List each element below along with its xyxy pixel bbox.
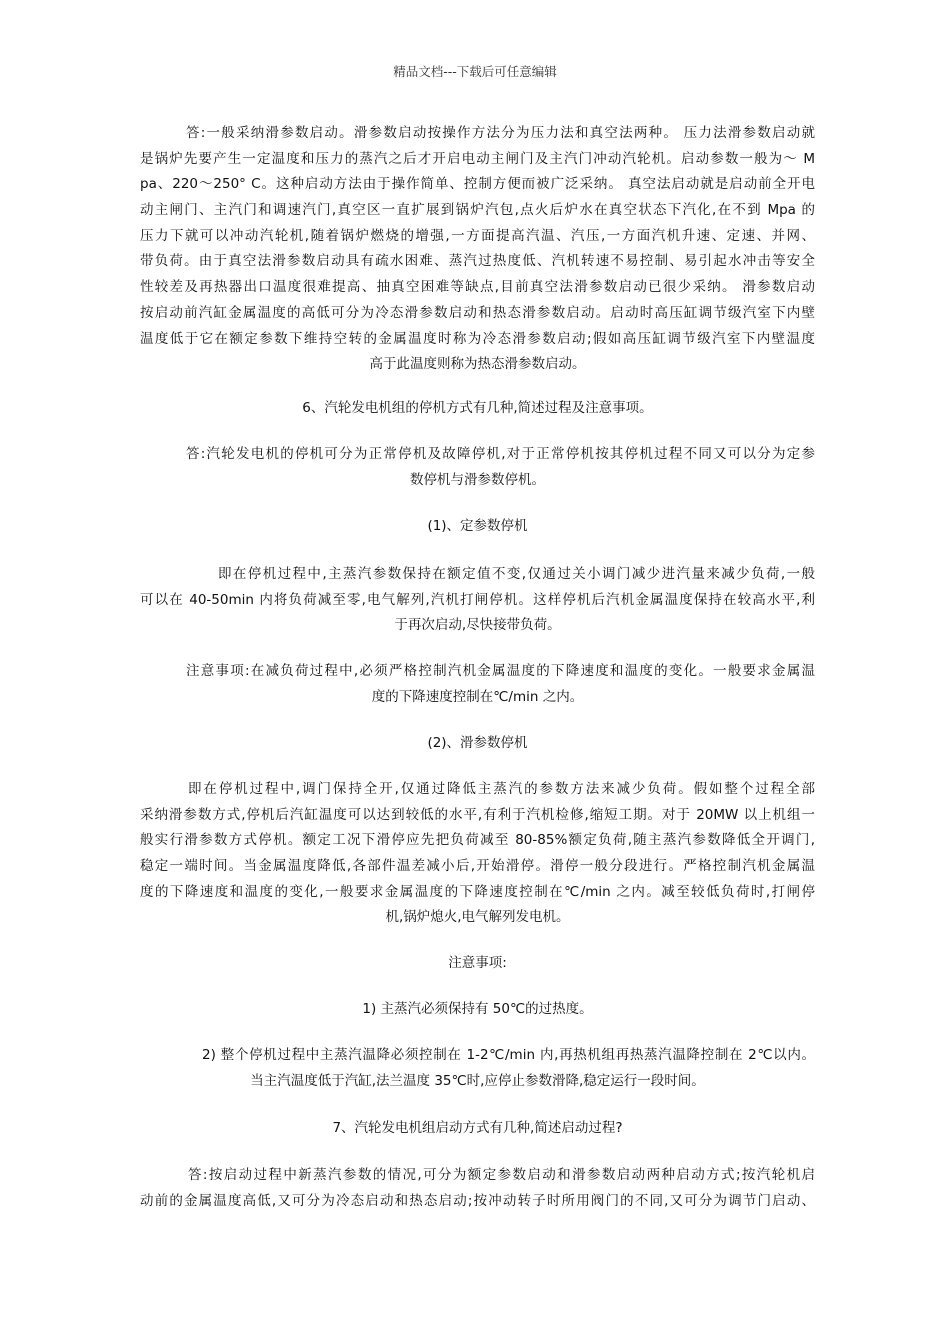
- text-line: 答:按启动过程中新蒸汽参数的情况,可分为额定参数启动和滑参数启动两种启动方式;按汽轮机启: [188, 1167, 815, 1183]
- text-line: 即在停机过程中,主蒸汽参数保持在额定值不变,仅通过关小调门减少进汽量来减少负荷,一般: [218, 566, 815, 582]
- subheading-sliding-parameter: [140, 731, 815, 757]
- text-line: 注意事项:: [448, 955, 507, 971]
- text-line: pa、220～250° C。这种启动方法由于操作简单、控制方便而被广泛采纳。 真空法启动就是启动前全开电: [140, 176, 815, 193]
- paragraph-shutdown-answer: [140, 442, 815, 493]
- text-line: 度的下降速度控制在℃/min 之内。: [371, 688, 584, 705]
- text-line: 答:一般采纳滑参数启动。滑参数启动按操作方法分为压力法和真空法两种。 压力法滑参数启动就: [186, 125, 815, 141]
- text-line: (2)、滑参数停机: [427, 735, 528, 751]
- text-line: 采纳滑参数方式,停机后汽缸温度可以达到较低的水平,有利于汽机检修,缩短工期。对于 20MW 以上机组一: [140, 806, 815, 823]
- text-line: 注意事项:在减负荷过程中,必须严格控制汽机金属温度的下降速度和温度的变化。一般要求金属温: [186, 663, 815, 679]
- text-line: 温度低于它在额定参数下维持空转的金属温度时称为冷态滑参数启动;假如高压缸调节级汽室下内壁温度: [140, 330, 815, 347]
- text-line: 度的下降速度和温度的变化,一般要求金属温度的下降速度控制在℃/min 之内。减至较低负荷时,打闸停: [140, 883, 815, 900]
- text-line: 动前的金属温度高低,又可分为冷态启动和热态启动;按冲动转子时所用阀门的不同,又可分为调节门启动、: [140, 1192, 815, 1209]
- subheading-fixed-parameter: [140, 514, 815, 540]
- text-line: 于再次启动,尽快接带负荷。: [394, 617, 561, 634]
- text-line: (1)、定参数停机: [427, 518, 528, 534]
- text-line: 按启动前汽缸金属温度的高低可分为冷态滑参数启动和热态滑参数启动。启动时高压缸调节级汽室下内壁: [140, 304, 815, 321]
- paragraph-fixed-notes: [140, 659, 815, 710]
- text-line: 高于此温度则称为热态滑参数启动。: [369, 356, 586, 373]
- note-item-1: [140, 997, 815, 1023]
- text-line: 动主闸门、主汽门和调速汽门,真空区一直扩展到锅炉汽包,点火后炉水在真空状态下汽化,在不到 Mpa 的: [140, 202, 815, 219]
- paragraph-sliding-parameter: [140, 777, 815, 931]
- paragraph-startup-methods: [140, 1163, 815, 1214]
- text-line: 当主汽温度低于汽缸,法兰温度 35℃时,应停止参数滑降,稳定运行一段时间。: [250, 1072, 705, 1089]
- text-line: 答:汽轮发电机的停机可分为正常停机及故障停机,对于正常停机按其停机过程不同又可以分为定参: [186, 446, 815, 462]
- question-7-heading: [140, 1116, 815, 1142]
- text-line: 即在停机过程中,调门保持全开,仅通过降低主蒸汽的参数方法来减少负荷。假如整个过程全部: [188, 781, 815, 797]
- text-line: 稳定一端时间。当金属温度降低,各部件温差减小后,开始滑停。滑停一般分段进行。严格控制汽机金属温: [140, 858, 815, 875]
- text-line: 带负荷。由于真空法滑参数启动具有疏水困难、蒸汽过热度低、汽机转速不易控制、易引起水冲击等安全: [140, 253, 815, 270]
- paragraph-fixed-parameter: [140, 562, 815, 639]
- notes-heading: [140, 951, 815, 977]
- text-line: 压力下就可以冲动汽轮机,随着锅炉燃烧的增强,一方面提高汽温、汽压,一方面汽机升速、定速、并网、: [140, 227, 815, 244]
- question-6-heading: [140, 396, 815, 422]
- text-line: 数停机与滑参数停机。: [410, 471, 545, 488]
- text-line: 2) 整个停机过程中主蒸汽温降必须控制在 1-2℃/min 内,再热机组再热蒸汽温降控制在 2℃以内。: [202, 1047, 815, 1063]
- page-header: 精品文档---下载后可任意编辑: [393, 64, 557, 79]
- text-line: 可以在 40-50min 内将负荷减至零,电气解列,汽机打闸停机。这样停机后汽机金属温度保持在较高水平,利: [140, 591, 815, 608]
- text-line: 6、汽轮发电机组的停机方式有几种,简述过程及注意事项。: [302, 400, 653, 416]
- text-line: 是锅炉先要产生一定温度和压力的蒸汽之后才开启电动主闸门及主汽门冲动汽轮机。启动参数一般为～ M: [140, 150, 815, 167]
- text-line: 般实行滑参数方式停机。额定工况下滑停应先把负荷减至 80-85%额定负荷,随主蒸汽参数降低全开调门,: [140, 832, 815, 849]
- text-line: 7、汽轮发电机组启动方式有几种,简述启动过程?: [332, 1120, 623, 1136]
- text-line: 机,锅炉熄火,电气解列发电机。: [385, 909, 570, 926]
- note-item-2: [140, 1043, 815, 1094]
- paragraph-startup-answer: [140, 121, 815, 378]
- text-line: 1) 主蒸汽必须保持有 50℃的过热度。: [362, 1001, 593, 1017]
- text-line: 性较差及再热器出口温度很难提高、抽真空困难等缺点,目前真空法滑参数启动已很少采纳。 滑参数启动: [140, 279, 815, 296]
